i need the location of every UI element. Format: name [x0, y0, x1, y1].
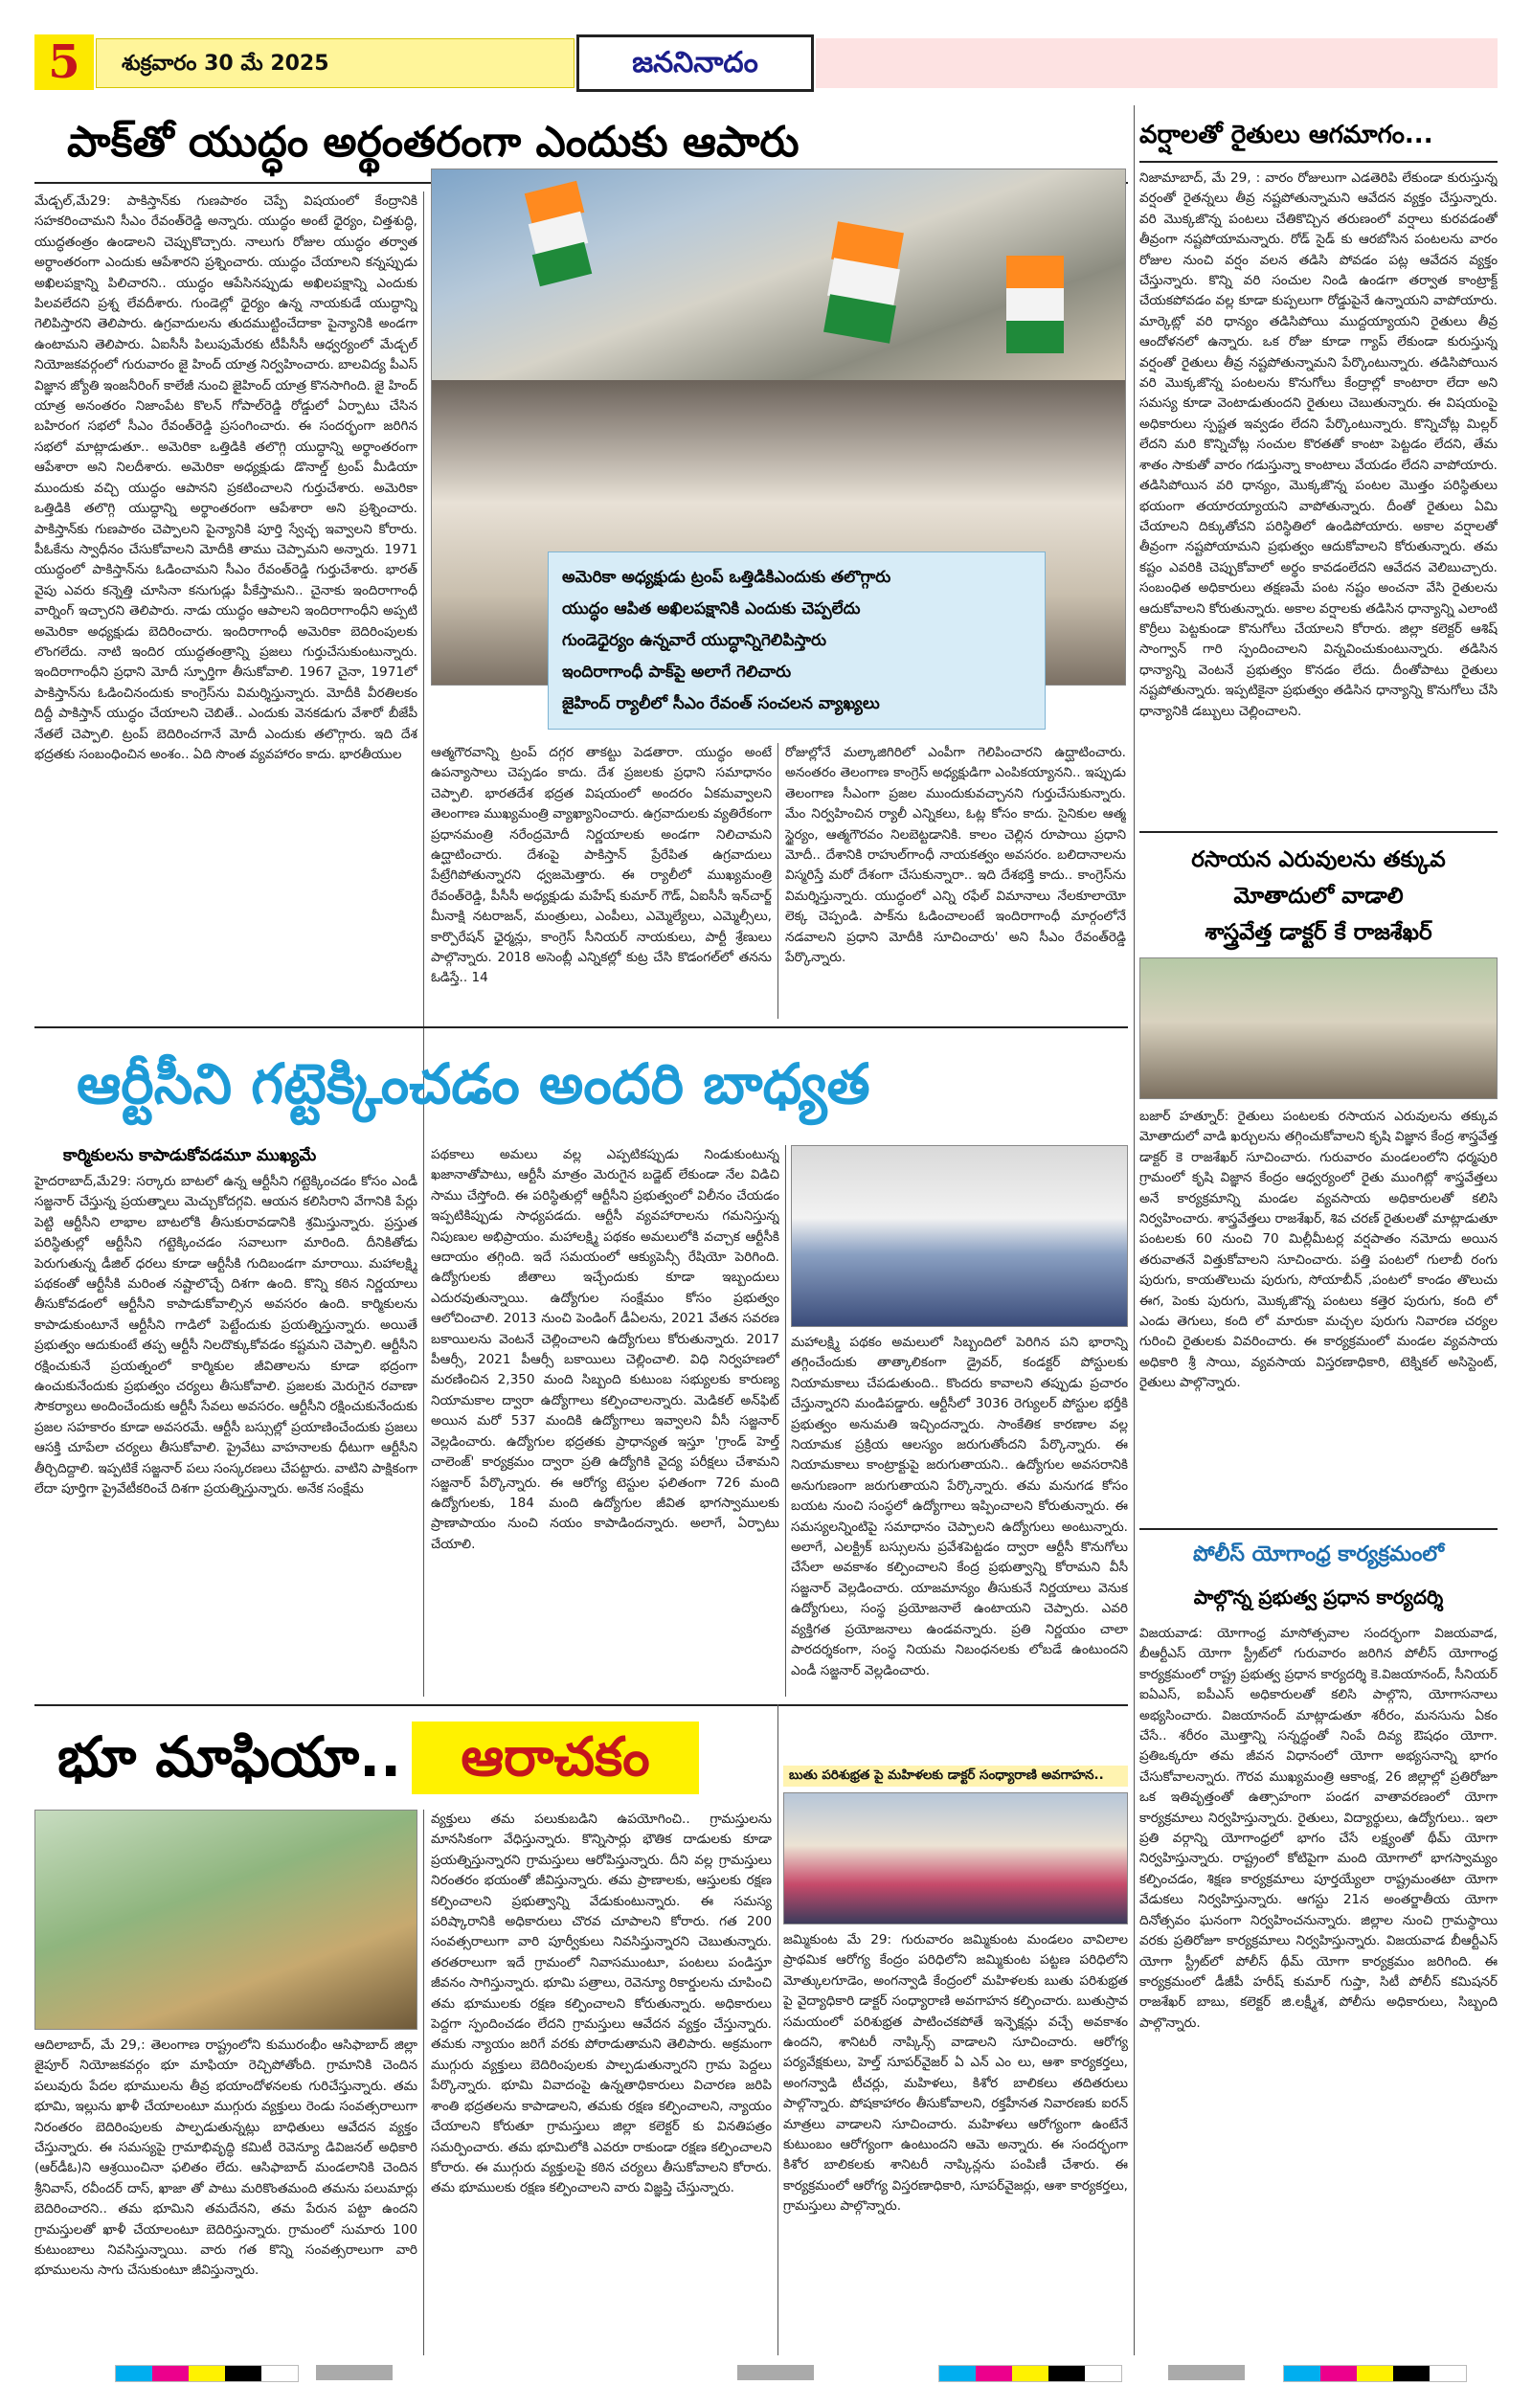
- caption-line-2: యుద్ధం ఆపిత అఖిలపక్షానికి ఎందుకు చెప్పలేదు: [562, 599, 861, 619]
- print-gray-bar: [1168, 2365, 1245, 2380]
- pak-article-col-1: మేడ్చల్,మే29: పాకిస్తాన్‌కు గుణపాఠం చెప్పే విషయంలో కేంద్రానికి సహకరించామని సీఎం రేవంత్‌రెడ్డి అన్నారు. యుద్ధం అంటే ధైర్యం, చిత్తశుద్ధి, యుద్ధతంత్రం ఉండాలని చెప్పుకొచ్చారు. నాలుగు రోజుల యుద్ధం తర్వాత అర్థాంతరంగా ఎందుకు ఆపేశారని ప్రశ్నించారు. యుద్ధం చేయాలని కన్నప్పుడు అఖిలపక్షాన్ని పిలిచారని.. యుద్ధం ఆపేసినప్పుడు అఖిలపక్షాన్ని ఎందుకు పిలవలేదని ప్రశ్న లేవదీశారు. గుండెల్లో ధైర్యం ఉన్న నాయకుడే యుద్ధాన్ని గెలిపిస్తారని తెలిపారు. ఉగ్రవాదులను తుదముట్టించేదాకా పైన్యానికి అండగా ఉంటామని తెలిపారు. ఏఐసీసీ పిలుపుమేరకు టీపీసీసీ ఆధ్వర్యంలో మేడ్చల్ నియోజకవర్గంలో గురువారం జై హింద్ యాత్ర నిర్వహించారు. బాలవిద్య పీఎస్ విజ్ఞాన జ్యోతి ఇంజనీరింగ్ కాలేజీ నుంచి జైహింద్ యాత్ర కొనసాగింది. జై హింద్ యాత్ర అనంతరం నిజాంపేట కొలన్ గోపాల్‌రెడ్డి రోడ్డులో ఏర్పాటు చేసిన బహిరంగ సభలో సీఎం రేవంత్‌రెడ్డి ప్రసంగించారు. ఈ సందర్భంగా జరిగిన సభలో మాట్లాడుతూ.. అమెరికా ఒత్తిడికి తలొగ్గి యుద్ధాన్ని అర్థాంతరంగా ఆపేశారా అని నిలదీశారు. అమెరికా అధ్యక్షుడు డొనాల్డ్ ట్రంప్ మీడియా ముందుకు వచ్చి యుద్ధం ఆపానని ప్రకటించాలని గుర్తుచేశారు. అమెరికా ఒత్తిడికి తలొగ్గి యుద్ధాన్ని అర్థాంతరంగా ఆపేశారా అని ప్రశ్నించారు. పాకిస్తాన్‌కు గుణపాఠం చెప్పాలని పైన్యానికి పూర్తి స్వేచ్ఛ ఇవ్వాలని కోరారు. పీఓకేను స్వాధీనం చేసుకోవాలని మోదీకి తాము చెప్పామని అన్నారు. 1971 యుద్ధంలో పాకిస్తాన్‌ను ఓడించామని సీఎం రేవంత్‌రెడ్డి గుర్తుచేశారు. భారత్ వైపు ఎవరు కన్నెత్తి చూసినా కనుగుడ్లు పీకేస్తామని.. చైనాకు ఇందిరాగాంధీ వార్నింగ్ ఇచ్చారని తెలిపారు. నాడు యుద్ధం ఆపాలని ఇందిరాగాంధీని అప్పటి అమెరికా అధ్యక్షుడు బెదిరించారు. ఇందిరాగాంధీ అమెరికా బెదిరింపులకు లొంగలేదు. నాటి ఇందిర యుద్ధతంత్రాన్ని ప్రజలు గుర్తుచేసుకుంటున్నారు. ఇందిరాగాంధీని ప్రధాని మోదీ స్ఫూర్తిగా తీసుకోవాలి. 1967 చైనా, 1971లో పాకిస్తాన్‌ను ఓడించినందుకు కాంగ్రెస్‌ను విమర్శిస్తున్నారు. మోదీకి వీరతిలకం దిద్దీ పాకిస్తాన్ యుద్ధం చేయాలని చెబితే.. ఎందుకు వెనకడుగు వేశారో బీజేపీ నేతలే చెప్పాలి. ట్రంప్ బెదిరించగానే మోదీ ఎందుకు తలొగ్గారు. ఇది దేశ భద్రతకు సంబంధించిన అంశం.. ఏది సొంత వ్యవహారం కాదు. భారతీయుల: [34, 193, 417, 762]
- health-headline: బుతు పరిశుభ్రత పై మహిళలకు డాక్టర్ సంధ్యారాణి అవగాహన..: [783, 1766, 1128, 1787]
- rally-photo-caption: [548, 551, 1046, 730]
- rtc-article-col-1: హైదరాబాద్,మే29: సర్కారు బాటలో ఉన్న ఆర్టీసీని గట్టెక్కించడం కోసం ఎండీ సజ్జనార్ చేస్తున్న ప్రయత్నాలు మెచ్చుకోదగ్గవి. ఆయన కలిసిరాని వేగానికి పేర్లు పెట్టి ఆర్టీసీని లాభాల బాటలోకి తీసుకురావడానికి శ్రమిస్తున్నారు. ప్రస్తుత పరిస్థితుల్లో ఆర్టీసీని గట్టెక్కించడం సవాలుగా మారింది. దీనికితోడు పెరుగుతున్న డీజిల్ ధరలు కూడా ఆర్టీసీకి గుదిబండగా మారాయి. మహాలక్ష్మి పథకంతో ఆర్టీసీకి మరింత నష్టాలొచ్చే దిశగా ఉంది. కొన్ని కఠిన నిర్ణయాలు తీసుకోవడంలో ఆర్టీసీని కాపాడుకోవాల్సిన అవసరం ఉంది. కార్మికులను కాపాడుకుంటూనే ఆర్టీసీని గాడిలో పెట్టేందుకు ప్రయత్నిస్తున్నారు. అయితే ప్రభుత్వం ఆదుకుంటే తప్ప ఆర్టీసీ నిలదొక్కుకోవడం కష్టమని చెప్పాలి. ఆర్టీసీని రక్షించుకునే ప్రయత్నంలో కార్మికుల జీవితాలను కూడా భద్రంగా ఉంచుకునేందుకు ప్రభుత్వం చర్యలు తీసుకోవాలి. ప్రజలకు మెరుగైన రవాణా సౌకర్యాలు అందించేందుకు ఆర్టీసీ సేవలు అవసరం. ఆర్టీసీని రక్షించుకునేందుకు ప్రజల సహకారం కూడా అవసరమే. ఆర్టీసీ బస్సుల్లో ప్రయాణించేందుకు ప్రజలు ఆసక్తి చూపేలా చర్యలు తీసుకోవాలి. ప్రైవేటు వాహనాలకు ధీటుగా ఆర్టీసీని తీర్చిదిద్దాలి. ఇప్పటికే సజ్జనార్ పలు సంస్కరణలు చేపట్టారు. వాటిని పాక్షికంగా లేదా పూర్తిగా ప్రైవేటీకరించే దిశగా ప్రయత్నిస్తున్నారు. అనేక సంక్షేమ: [34, 1174, 417, 1497]
- column-divider: [423, 1145, 424, 1697]
- caption-line-1: అమెరికా అధ్యక్షుడు ట్రంప్ ఒత్తిడికిఎందుకు తలొగ్గారు: [562, 568, 891, 587]
- page-number: 5: [34, 34, 94, 90]
- yoga-article-body: విజయవాడ: యోగాంధ్ర మాసోత్సవాల సందర్భంగా విజయవాడ, బీఆర్టీఎస్ యోగా స్ట్రీట్‌లో గురువారం జరిగిన పోలీస్ యోగాంధ్ర కార్యక్రమంలో రాష్ట్ర ప్రభుత్వ ప్రధాన కార్యదర్శి కె.విజయానంద్, సీనియర్ ఐఏఎస్, ఐపీఎస్ అధికారులతో కలిసి పాల్గొని, యోగాసనాలు అభ్యసించారు. విజయానంద్ మాట్లాడుతూ శరీరం, మనసును ఏకం చేసే.. శరీరం మొత్తాన్ని సన్నద్ధంతో నింపే దివ్య ఔషధం యోగా. ప్రతిఒక్కరూ తమ జీవన విధానంలో యోగా అభ్యసనాన్ని భాగం చేసుకోవాలన్నారు. గౌరవ ముఖ్యమంత్రి ఆకాంక్ష, 26 జిల్లాల్లో ప్రతిరోజూ ఒక ఇతివృత్తంతో ఉత్సాహంగా పండగ వాతావరణంలో యోగా కార్యక్రమాలు నిర్వహిస్తున్నారు. రైతులు, విద్యార్థులు, ఉద్యోగులు.. ఇలా ప్రతి వర్గాన్ని యోగాంధ్రలో భాగం చేసే లక్ష్యంతో థీమ్ యోగా నిర్వహిస్తున్నారు. రాష్ట్రంలో కోటిపైగా మంది యోగాలో భాగస్వామ్యం కల్పించడం, శిక్షణ కార్యక్రమాలు పూర్తయ్యేలా రాష్ట్రమంతటా యోగా వేడుకలు నిర్వహిస్తున్నారు. ఆగస్టు 21న అంతర్జాతీయ యోగా దినోత్సవం ఘనంగా నిర్వహించనున్నారు. జిల్లాల నుంచి గ్రామస్థాయి వరకు ప్రతిరోజూ కార్యక్రమాలు నిర్వహిస్తున్నారు. విజయవాడ బీఆర్టీఎస్ యోగా స్ట్రీట్‌లో పోలీస్ థీమ్ యోగా కార్యక్రమం జరిగింది. ఈ కార్యక్రమంలో డీజీపీ హరీష్ కుమార్ గుప్తా, సిటీ పోలీస్ కమిషనర్ రాజశేఖర్ బాబు, కలెక్టర్ జి.లక్ష్మీశ, పోలీసు అధికారులు, సిబ్బంది పాల్గొన్నారు.: [1139, 1626, 1498, 2031]
- yoga-headline-2: పాల్గొన్న ప్రభుత్వ ప్రధాన కార్యదర్శి: [1193, 1586, 1444, 1609]
- section-divider: [1134, 105, 1135, 1159]
- rtc-article-col-2: పథకాలు అమలు వల్ల ఎప్పటికప్పుడు నిండుకుంటున్న ఖజానాతోపాటు, ఆర్టీసీ మాత్రం మెరుగైన బడ్జెట్ లేకుండా నేల విడిచి సాము చేస్తోంది. ఈ పరిస్థితుల్లో ఆర్టీసీని ప్రభుత్వంలో విలీనం చేయడం ఇప్పటికిప్పుడు సాధ్యపడదు. ఆర్టీసీ వ్యవహారాలను గమనిస్తున్న నిపుణుల అభిప్రాయం. మహాలక్ష్మి పథకం అమలులోకి వచ్చాక ఆర్టీసీకి ఆదాయం తగ్గింది. ఇదే సమయంలో ఆక్యుపెన్సీ రేషియో పెరిగింది. ఉద్యోగులకు జీతాలు ఇచ్చేందుకు కూడా ఇబ్బందులు ఎదురవుతున్నాయి. ఉద్యోగుల సంక్షేమం కోసం ప్రభుత్వం ఆలోచించాలి. 2013 నుంచి పెండింగ్ డీఏలను, 2021 వేతన సవరణ బకాయిలను వెంటనే చెల్లించాలని ఉద్యోగులు కోరుతున్నారు. 2017 పీఆర్సీ, 2021 పీఆర్సీ బకాయిలు చెల్లించాలి. విధి నిర్వహణలో మరణించిన 2,350 మంది సిబ్బంది కుటుంబ సభ్యులకు కారుణ్య నియామకాల ద్వారా ఉద్యోగాలు కల్పించాలన్నారు. మెడికల్ అన్‌ఫిట్ అయిన మరో 537 మందికి ఉద్యోగాలు ఇవ్వాలని వీసీ సజ్జనార్ వెల్లడించారు. ఉద్యోగుల భద్రతకు ప్రాధాన్యత ఇస్తూ 'గ్రాండ్ హెల్త్ చాలెంజ్' కార్యక్రమం ద్వారా ప్రతి ఉద్యోగికి వైద్య పరీక్షలు చేశామని సజ్జనార్ పేర్కొన్నారు. ఈ ఆరోగ్య టెస్టుల ఫలితంగా 726 మంది ఉద్యోగులకు, 184 మంది ఉద్యోగుల జీవిత భాగస్వాములకు ప్రాణాపాయం నుంచి నయం కాపాడిందన్నారు. అలాగే, ఏర్పాటు చేయాలి.: [431, 1147, 779, 1552]
- masthead-logo: జననినాదం: [576, 34, 814, 92]
- print-gray-bar: [737, 2365, 814, 2380]
- land-headline-part-1: భూ మాఫియా..: [57, 1724, 402, 1789]
- section-divider: [1134, 1159, 1135, 2355]
- caption-line-4: ఇందిరాగాంధీ పాక్‌పై అలాగే గెలిచారు: [562, 663, 792, 682]
- column-divider: [777, 1704, 778, 2355]
- print-color-bar: [938, 2365, 1122, 2382]
- caption-line-5: జైహింద్ ర్యాలీలో సీఎం రేవంత్ సంచలన వ్యాఖ్యలు: [562, 694, 880, 713]
- health-meeting-photo: [783, 1792, 1128, 1924]
- fertilizer-article-body: బజార్ హత్నూర్: రైతులు పంటలకు రసాయన ఎరువులను తక్కువ మోతాదులో వాడి ఖర్చులను తగ్గించుకోవాలని కృషి విజ్ఞాన కేంద్ర శాస్త్రవేత్త డాక్టర్ కె రాజశేఖర్ సూచించారు. గురువారం మండలంలోని ధర్మపురి గ్రామంలో కృషి విజ్ఞాన కేంద్రం ఆధ్వర్యంలో రైతు ముంగిట్లో శాస్త్రవేత్తలు అనే కార్యక్రమాన్ని మండల వ్యవసాయ అధికారులతో కలిసి నిర్వహించారు. శాస్త్రవేత్తలు రాజశేఖర్, శివ చరణ్ రైతులతో మాట్లాడుతూ పంటలకు 60 నుంచి 70 మిల్లీమీటర్ల వర్షపాతం నమోదు అయిన తరువాతనే విత్తుకోవాలని సూచించారు. పత్తి పంటలో గులాబీ రంగు పురుగు, కాయతొలుచు పురుగు, సోయాబీన్ ,పంటలో కాండం తొలుచు ఈగ, పెంకు పురుగు, మొక్కజొన్న పంటలు కత్తెర పురుగు, కంది లో ఎండు తెగులు, కంది లో మారుకా మచ్చల పురుగు నివారణ చర్యల గురించి రైతులకు వివరించారు. ఈ కార్యక్రమంలో మండల వ్యవసాయ అధికారి శ్రీ సాయి, వ్యవసాయ విస్తరణాధికారి, టెక్నికల్ అసిస్టెంట్, రైతులు పాల్గొన్నారు.: [1139, 1109, 1498, 1391]
- print-color-bar: [1283, 2365, 1467, 2382]
- land-article-col-2: వ్యక్తులు తమ పలుకుబడిని ఉపయోగించి.. గ్రామస్తులను మానసికంగా వేధిస్తున్నారు. కొన్నిసార్లు భౌతిక దాడులకు కూడా ప్రయత్నిస్తున్నారని గ్రామస్తులు ఆరోపిస్తున్నారు. దీని వల్ల గ్రామస్తులు నిరంతరం భయంతో జీవిస్తున్నారు. తమ ప్రాణాలకు, ఆస్తులకు రక్షణ కల్పించాలని ప్రభుత్వాన్ని వేడుకుంటున్నారు. ఈ సమస్య పరిష్కారానికి అధికారులు చొరవ చూపాలని కోరారు. గత 200 సంవత్సరాలుగా వారి పూర్వీకులు నివసిస్తున్నారని చెబుతున్నారు. తరతరాలుగా ఇదే గ్రామంలో నివాసముంటూ, పంటలు పండిస్తూ జీవనం సాగిస్తున్నారు. భూమి పత్రాలు, రెవెన్యూ రికార్డులను చూపించి తమ భూములకు రక్షణ కల్పించాలని కోరుతున్నారు. అధికారులు పెద్దగా స్పందించడం లేదని గ్రామస్తులు ఆవేదన వ్యక్తం చేస్తున్నారు. తమకు న్యాయం జరిగే వరకు పోరాడుతామని తెలిపారు. అక్రమంగా ముగ్గురు వ్యక్తులు బెదిరింపులకు పాల్పడుతున్నారని గ్రామ పెద్దలు పేర్కొన్నారు. భూమి వివాదంపై ఉన్నతాధికారులు విచారణ జరిపి శాంతి భద్రతలను కాపాడాలని, తమకు రక్షణ కల్పించాలని, న్యాయం చేయాలని కోరుతూ గ్రామస్తులు జిల్లా కలెక్టర్ కు వినతిపత్రం సమర్పించారు. తమ భూమిలోకి ఎవరూ రాకుండా రక్షణ కల్పించాలని కోరారు. ఈ ముగ్గురు వ్యక్తులపై కఠిన చర్యలు తీసుకోవాలని కోరారు. తమ భూములకు రక్షణ కల్పించాలని వారు విజ్ఞప్తి చేస్తున్నారు.: [431, 1812, 772, 2196]
- column-divider: [785, 1145, 786, 1697]
- header-banner-strip: [816, 38, 1498, 88]
- farmers-headline: వర్షాలతో రైతులు ఆగమాగం...: [1139, 121, 1433, 149]
- health-article-body: జమ్మికుంట మే 29: గురువారం జమ్మికుంట మండలం వావిలాల ప్రాథమిక ఆరోగ్య కేంద్రం పరిధిలోని జమ్మికుంట పట్టణ పరిధిలోని మోత్కులగూడెం, అంగన్వాడి కేంద్రంలో మహిళలకు బుతు పరిశుభ్రత పై వైద్యాధికారి డాక్టర్ సంధ్యారాణి అవగాహన కల్పించారు. బుతుస్రావ సమయంలో పరిశుభ్రత పాటించకపోతే ఇన్ఫెక్షన్లు వచ్చే అవకాశం ఉందని, శానిటరీ నాప్కిన్స్ వాడాలని సూచించారు. ఆరోగ్య పర్యవేక్షకులు, హెల్త్ సూపర్‌వైజర్ ఏ ఎన్ ఎం లు, ఆశా కార్యకర్తలు, అంగన్వాడి టీచర్లు, మహిళలు, కిశోర బాలికలు తదితరులు పాల్గొన్నారు. పోషకాహారం తీసుకోవాలని, రక్తహీనత నివారణకు ఐరన్ మాత్రలు వాడాలని సూచించారు. మహిళలు ఆరోగ్యంగా ఉంటేనే కుటుంబం ఆరోగ్యంగా ఉంటుందని ఆమె అన్నారు. ఈ సందర్భంగా కిశోర బాలికలకు శానిటరీ నాప్కిన్లను పంపిణీ చేశారు. ఈ కార్యక్రమంలో ఆరోగ్య విస్తరణాధికారి, సూపర్‌వైజర్లు, ఆశా కార్యకర్తలు, గ్రామస్తులు పాల్గొన్నారు.: [783, 1932, 1128, 2215]
- rtc-top-rule: [34, 1026, 1128, 1028]
- land-article-col-1: ఆదిలాబాద్, మే 29,: తెలంగాణ రాష్ట్రంలోని కుమురంభీం ఆసిఫాబాద్ జిల్లా జైపూర్ నియోజకవర్గం భూ మాఫియా రెచ్చిపోతోంది. గ్రామానికి చెందిన పలువురు పేదల భూములను తీవ్ర భయాందోళనలకు గురిచేస్తున్నారు. తమ భూమి, ఇల్లును ఖాళీ చేయాలంటూ ముగ్గురు వ్యక్తులు రెండు సంవత్సరాలుగా నిరంతరం బెదిరింపులకు పాల్పడుతున్నట్లు బాధితులు ఆవేదన వ్యక్తం చేస్తున్నారు. ఈ సమస్యపై గ్రామాభివృద్ధి కమిటీ రెవెన్యూ డివిజనల్ అధికారి (ఆర్‌డీఓ)ని ఆశ్రయించినా ఫలితం లేదు. ఆసిఫాబాద్ మండలానికి చెందిన శ్రీనివాస్, రవీందర్ దాస్, ఖాజా తో పాటు మరికొంతమంది తమను పలుమార్లు బెదిరించారని.. తమ భూమిని తమదేనని, తమ పేరున పట్టా ఉందని గ్రామస్తులతో ఖాళీ చేయాలంటూ బెదిరిస్తున్నారు. గ్రామంలో సుమారు 100 కుటుంబాలు నివసిస్తున్నాయి. వారు గత కొన్ని సంవత్సరాలుగా వారి భూములను సాగు చేసుకుంటూ జీవిస్తున్నారు.: [34, 2037, 417, 2279]
- fertilizer-headline-3: శాస్త్రవేత్త డాక్టర్ కే రాజశేఖర్: [1205, 920, 1432, 945]
- rtc-subhead: కార్మికులను కాపాడుకోవడమూ ముఖ్యమే: [63, 1146, 317, 1165]
- yoga-top-rule: [1139, 1528, 1498, 1530]
- land-headline-part-2: ఆరాచకం: [412, 1722, 699, 1794]
- issue-date: శుక్రవారం 30 మే 2025: [96, 38, 574, 88]
- rtc-article-col-3: మహాలక్ష్మి పథకం అమలులో సిబ్బందిలో పెరిగిన పని భారాన్ని తగ్గించేందుకు తాత్కాలికంగా డ్రైవర్, కండక్టర్ పోస్టులకు నియామకాలు చేపడుతుంది.. కొందరు కావాలని తప్పుడు ప్రచారం చేస్తున్నారని మండిపడ్డారు. ఆర్టీసీలో 3036 రెగ్యులర్ పోస్టుల భర్తీకి ప్రభుత్వం అనుమతి ఇచ్చిందన్నారు. సాంకేతిక కారణాల వల్ల నియామక ప్రక్రియ ఆలస్యం జరుగుతోందని పేర్కొన్నారు. ఈ నియామకాలు కాంట్రాక్టుపై జరుగుతాయని.. ఉద్యోగుల అవసరానికి అనుగుణంగా జరుగుతాయని పేర్కొన్నారు. తమ మనుగడ కోసం బయట నుంచి సంస్థలో ఉద్యోగాలు ఇప్పించాలని కోరుతున్నారు. ఈ సమస్యలన్నింటిపై సమాధానం చెప్పాలని ఉద్యోగులు అంటున్నారు. అలాగే, ఎలక్ట్రిక్ బస్సులను ప్రవేశపెట్టడం ద్వారా ఆర్టీసీ కొనుగోలు చేసేలా అవకాశం కల్పించాలని కేంద్ర ప్రభుత్వాన్ని కోరామని వీసీ సజ్జనార్ వెల్లడించారు. యాజమాన్యం తీసుకునే నిర్ణయాలు వెనుక ఉద్యోగులు, సంస్థ ప్రయోజనాలే ఉంటాయని చెప్పారు. ఎవరి వ్యక్తిగత ప్రయోజనాలు ఉండవన్నారు. ప్రతి నిర్ణయం చాలా పారదర్శకంగా, సంస్థ నియమ నిబంధనలకు లోబడే ఉంటుందని ఎండీ సజ్జనార్ వెల్లడించారు.: [791, 1335, 1128, 1678]
- land-cartoon-image: [34, 1810, 417, 2030]
- farmers-article-body: నిజామాబాద్, మే 29, : వారం రోజులుగా ఎడతెరిపి లేకుండా కురుస్తున్న వర్షంతో రైతన్నలు తీవ్ర నష్టపోతున్నామని ఆవేదన వ్యక్తం చేస్తున్నారు. వరి మొక్కజొన్న పంటలు చేతికొచ్చిన తరుణంలో వర్షాలు కురవడంతో తీవ్రంగా నష్టపోయామన్నారు. రోడ్ సైడ్ కు ఆరబోసిన పంటలను వారం రోజుల నుంచి వర్షం వలన తడిసి పోవడం పట్ల ఆవేదన వ్యక్తం చేస్తున్నారు. కొన్ని వరి సంచుల నిండి ఉండగా తర్వాత కాంట్రాక్ట్ చేయకపోవడం వల్ల కూడా కుప్పలుగా రోడ్డుపైనే ఉన్నాయని వాపోయారు. మార్కెట్లో వరి ధాన్యం తడిసిపోయి ముద్దయ్యాయని రైతులు తీవ్ర ఆందోళనలో ఉన్నారు. ఒక రోజు కూడా గ్యాప్ లేకుండా కురుస్తున్న వర్షంతో రైతులు తీవ్ర నష్టపోతున్నామని పేర్కొంటున్నారు. తడిసిపోయిన వరి మొక్కజొన్న పంటలను కొనుగోలు కేంద్రాల్లో కాంటారా లేదా అని సమస్య కూడా వెంటాడుతుందని రైతులు చెబుతున్నారు. ఈ విషయంపై అధికారులు స్పష్టత ఇవ్వడం లేదని పేర్కొంటున్నారు. కొన్నిచోట్ల మిల్లర్ లేదని మరి కొన్నిచోట్ల సంచుల కొరతతో కాంటా పెట్టడం లేదని, తేమ శాతం సాకుతో వారం గడుస్తున్నా కాంటాలు వేయడం లేదని వాపోయారు. తడిసిపోయిన వరి ధాన్యం, మొక్కజొన్న పంటల మొత్తం పరిస్థితులు భయంగా తయారయ్యాయని వాపోతున్నారు. దీంతో రైతులు ఏమి చేయాలని దిక్కుతోచని పరిస్థితిలో ఉండిపోయారు. అకాల వర్షాలతో తీవ్రంగా నష్టపోయామని ప్రభుత్వం ఆదుకోవాలని కోరుతున్నారు. తమ కష్టం ఎవరికి చెప్పుకోవాలో అర్థం కావడంలేదని ఆవేదన వెలిబుచ్చారు. సంబంధిత అధికారులు తక్షణమే పంట నష్టం అంచనా వేసి రైతులను ఆదుకోవాలని కోరుతున్నారు. అకాల వర్షాలకు తడిసిన ధాన్యాన్ని ఎలాంటి కొర్రీలు పెట్టకుండా కొనుగోలు చేయాలని కోరారు. జిల్లా కలెక్టర్ ఆశిష్ సాంగ్వాన్ గారి స్పందించాలని విన్నవించుకుంటున్నారు. తడిసిన ధాన్యాన్ని వెంటనే ప్రభుత్వం కొనడం లేదు. దీంతోపాటు రైతులు నష్టపోతున్నారు. ఇప్పటికైనా ప్రభుత్వం తడిసిన ధాన్యాన్ని కొనుగోలు చేసి ధాన్యానికి డబ్బులు చెల్లించాలని.: [1139, 170, 1498, 719]
- caption-line-3: గుండెధైర్యం ఉన్నవారే యుద్ధాన్నిగెలిపిస్తారు: [562, 631, 826, 650]
- column-divider: [423, 1810, 424, 2355]
- print-gray-bar: [316, 2365, 393, 2380]
- fertilizer-top-rule: [1139, 831, 1498, 833]
- print-color-bar: [115, 2365, 299, 2382]
- fertilizer-headline-1: రసాయన ఎరువులను తక్కువ: [1191, 847, 1446, 872]
- pak-article-col-2: ఆత్మగౌరవాన్ని ట్రంప్ దగ్గర తాకట్టు పెడతారా. యుద్ధం అంటే ఉపన్యాసాలు చెప్పడం కాదు. దేశ ప్రజలకు ప్రధాని సమాధానం చెప్పాలి. భారతదేశ భద్రత విషయంలో అందరం ఏకమవ్వాలని తెలంగాణ ముఖ్యమంత్రి వ్యాఖ్యానించారు. ఉగ్రవాదులకు వ్యతిరేకంగా ప్రధానమంత్రి నరేంద్రమోదీ నిర్ణయాలకు అండగా నిలిచామని ఉద్ఘాటించారు. దేశంపై పాకిస్తాన్ ప్రేరేపిత ఉగ్రవాదులు పేట్రేగిపోతున్నారని ధ్వజమెత్తారు. ఈ ర్యాలీలో ముఖ్యమంత్రి రేవంత్‌రెడ్డి, పీసీసీ అధ్యక్షుడు మహేష్ కుమార్ గౌడ్, ఏఐసీసీ ఇన్‌చార్జ్ మీనాక్షి నటరాజన్, మంత్రులు, ఎంపీలు, ఎమ్మెల్యేలు, ఎమ్మెల్సీలు, కార్పొరేషన్ ఛైర్మన్లు, కాంగ్రెస్ సీనియర్ నాయకులు, పార్టీ శ్రేణులు పాల్గొన్నారు. 2018 అసెంబ్లీ ఎన్నికల్లో కుట్ర చేసి కొడంగల్‌లో తనను ఓడిస్తే.. 14: [431, 745, 772, 986]
- farmers-headline-rule: [1139, 161, 1498, 163]
- pak-article-col-3: రోజుల్లోనే మల్కాజిగిరిలో ఎంపీగా గెలిపించారని ఉద్ఘాటించారు. అనంతరం తెలంగాణ కాంగ్రెస్ అధ్యక్షుడిగా ఎంపికయ్యానని.. ఇప్పుడు తెలంగాణ సీఎంగా ప్రజల ముందుకువచ్చానని గుర్తుచేసుకున్నారు. మేం నిర్వహించిన ర్యాలీ ఎన్నికలు, ఓట్ల కోసం కాదు. సైనికుల ఆత్మ స్థైర్యం, ఆత్మగౌరవం నిలబెట్టడానికి. కాలం చెల్లిన రూపాయి ప్రధాని మోదీ.. దేశానికి రాహుల్‌గాంధీ నాయకత్వం అవసరం. బలిదానాలను విస్మరిస్తే మరో దేశంగా చేసుకున్నారా.. ఇది దేశభక్తి కాదు.. కాంగ్రెస్‌ను విమర్శిస్తున్నారు. యుద్ధంలో ఎన్ని రఫేల్ విమానాలు నేలకూలాయో లెక్క చెప్పండి. పాక్‌ను ఓడించాలంటే ఇందిరాగాంధీ మార్గంలోనే నడవాలని ప్రధాని మోదీకి సూచించారు' అని సీఎం రేవంత్‌రెడ్డి పేర్కొన్నారు.: [785, 745, 1126, 966]
- yoga-headline-1: పోలీస్ యోగాంధ్ర కార్యక్రమంలో: [1192, 1542, 1445, 1566]
- fertilizer-headline-2: మోతాదులో వాడాలి: [1233, 884, 1404, 909]
- rtc-buses-photo: [791, 1145, 1128, 1327]
- land-top-rule: [34, 1704, 1128, 1706]
- farmers-meeting-photo: [1139, 957, 1498, 1099]
- rtc-headline: ఆర్టీసీని గట్టెక్కించడం అందరి బాధ్యత: [77, 1051, 870, 1116]
- pak-headline: పాక్‌తో యుద్ధం అర్థంతరంగా ఎందుకు ఆపారు: [67, 118, 800, 167]
- column-divider: [777, 743, 778, 1019]
